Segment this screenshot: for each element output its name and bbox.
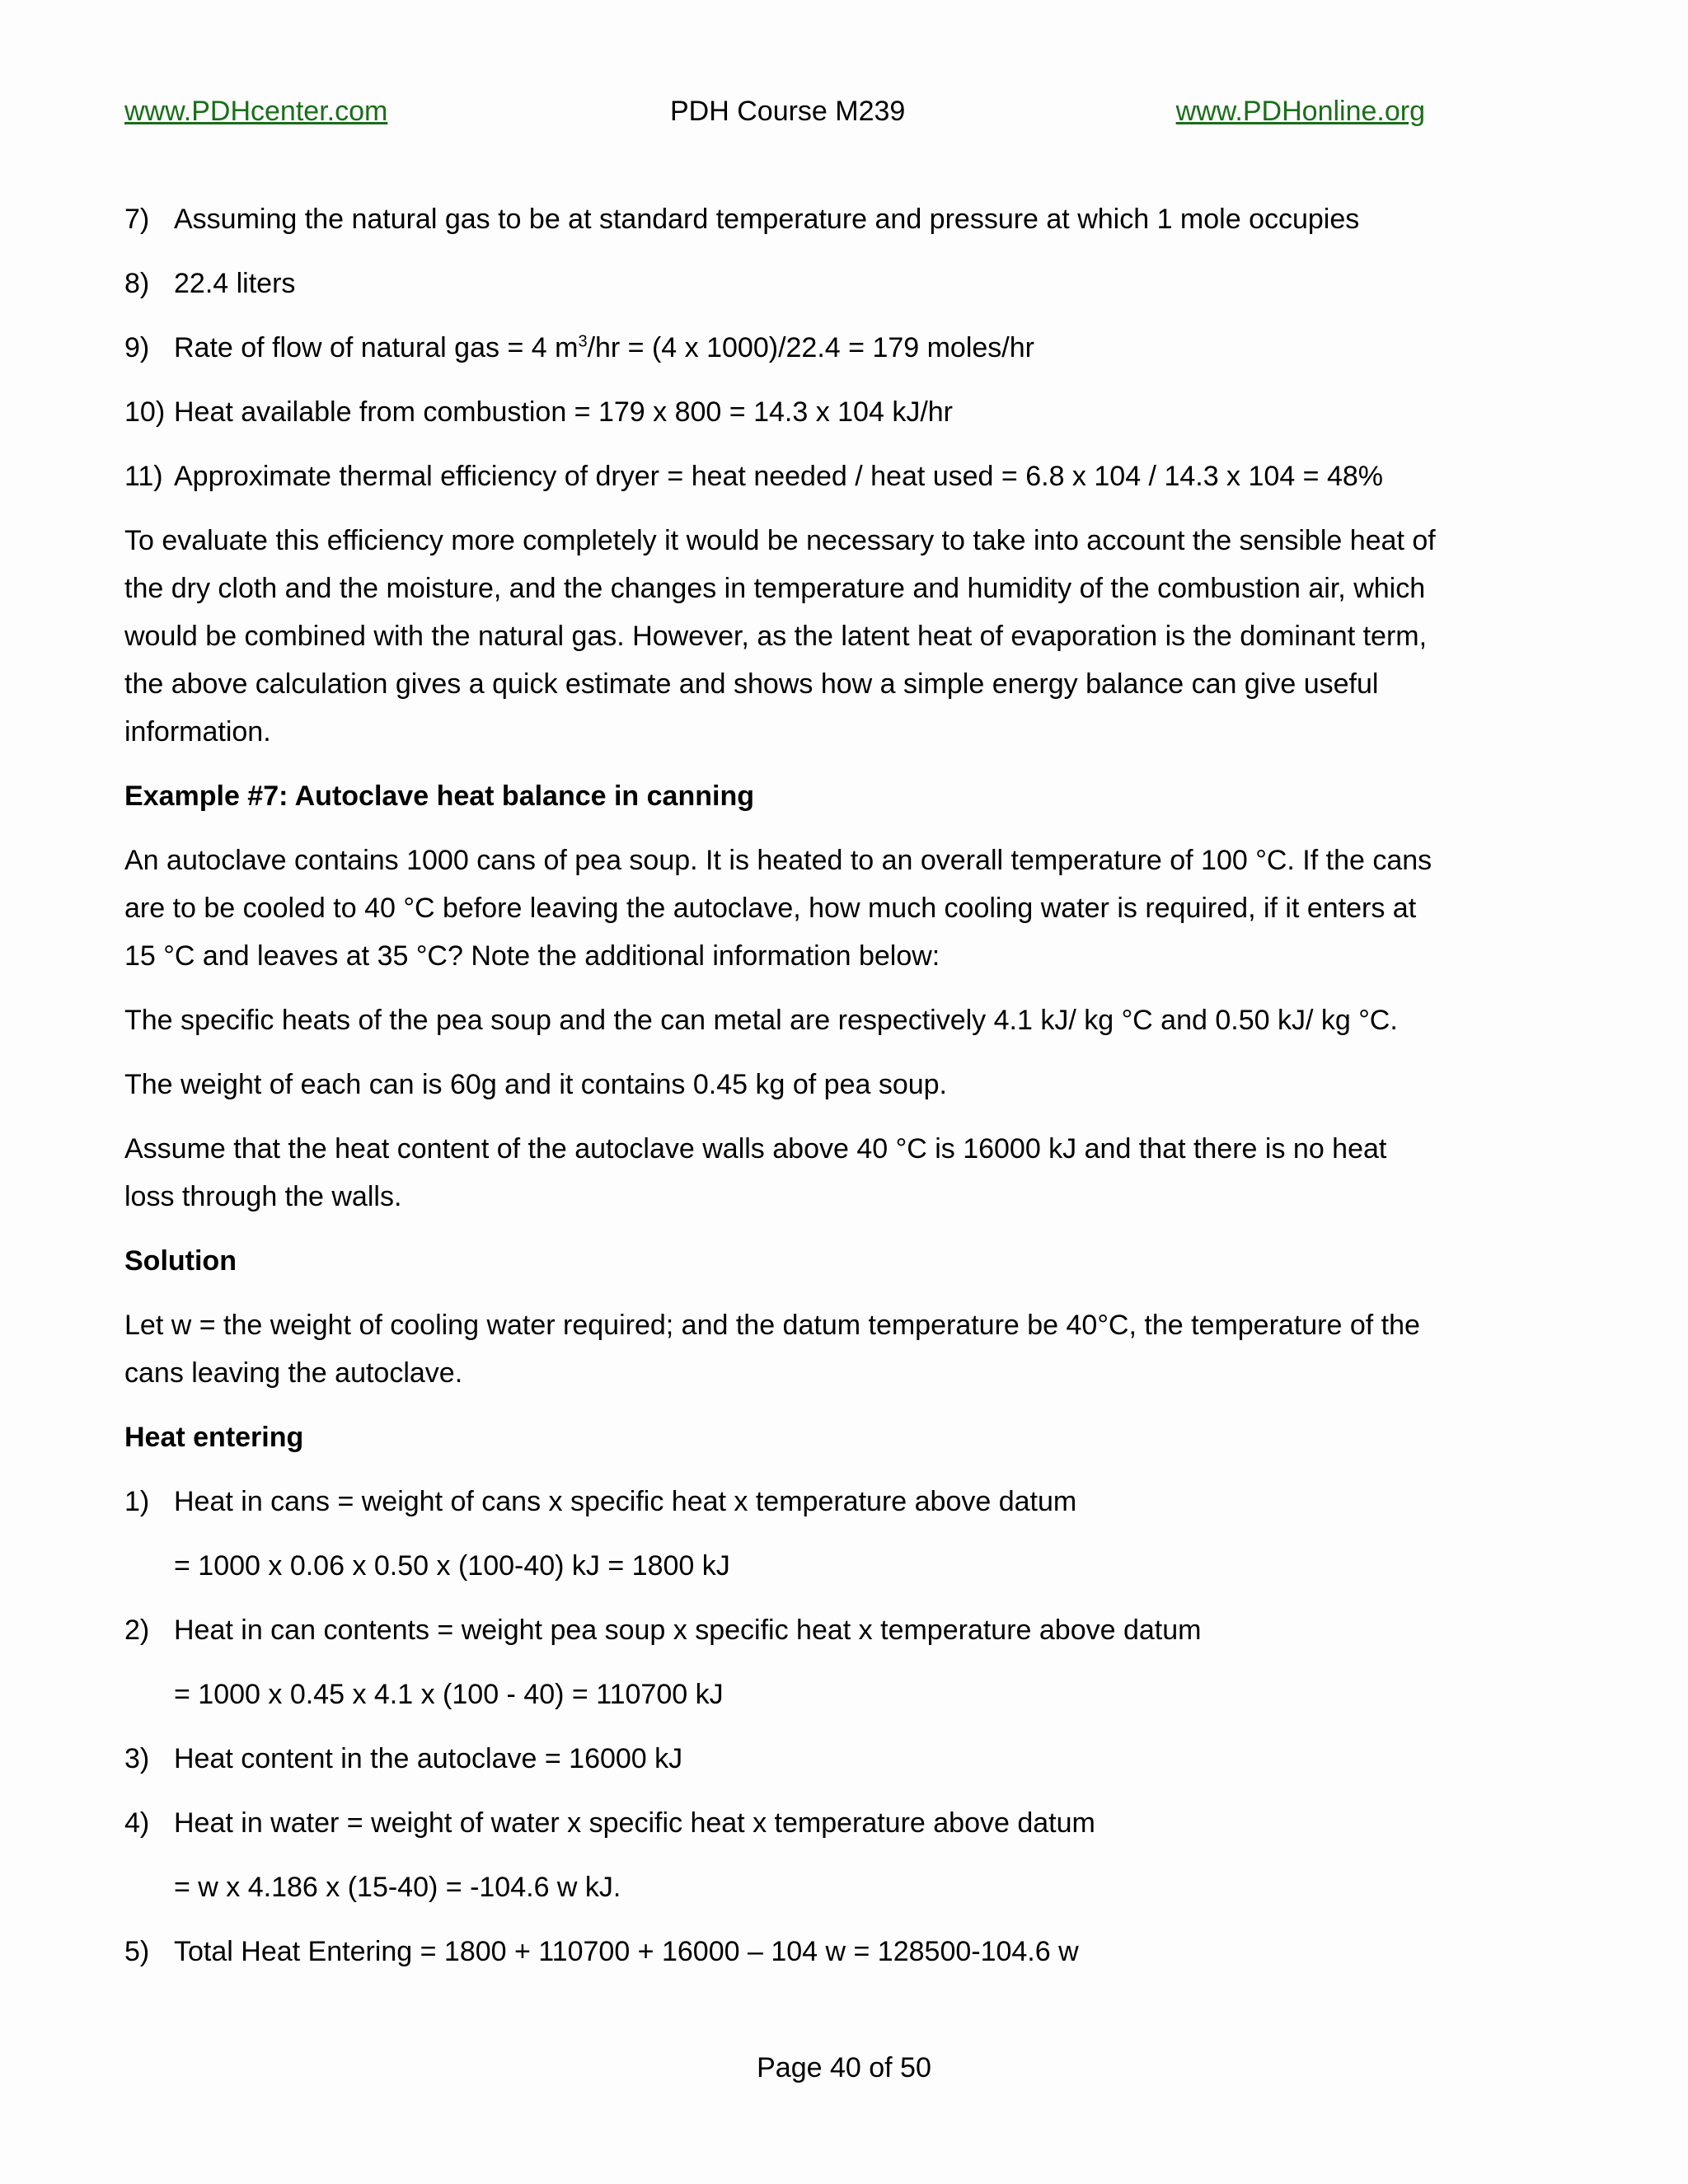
calculation-line: = 1000 x 0.06 x 0.50 x (100-40) kJ = 1800 kJ	[174, 1550, 730, 1582]
list-item	[124, 324, 1443, 372]
example-paragraph: The weight of each can is 60g and it contains 0.45 kg of pea soup.	[124, 1069, 948, 1100]
item-number: 5)	[124, 1936, 150, 1967]
item-number: 3)	[124, 1743, 150, 1774]
list-item	[124, 1735, 1443, 1783]
item-text-post: /hr = (4 x 1000)/22.4 = 179 moles/hr	[587, 332, 1034, 363]
calculation-line: = 1000 x 0.45 x 4.1 x (100 - 40) = 110700 kJ	[174, 1679, 724, 1710]
page-number: Page 40 of 50	[757, 2052, 931, 2083]
example-paragraph: The specific heats of the pea soup and the can metal are respectively 4.1 kJ/ kg °C and 0.50 kJ/ kg °C.	[124, 1005, 1398, 1036]
item-text: 22.4 liters	[174, 268, 296, 299]
course-title: PDH Course M239	[670, 96, 906, 127]
list-item	[124, 388, 1443, 436]
item-number: 11)	[124, 461, 163, 492]
page-content	[124, 195, 1443, 1992]
item-number: 10)	[124, 396, 166, 428]
solution-intro: Let w = the weight of cooling water required; and the datum temperature be 40°C, the temperature of the cans leaving the autoclave.	[124, 1310, 1420, 1389]
item-text: Heat content in the autoclave = 16000 kJ	[174, 1743, 683, 1774]
item-text-pre: Rate of flow of natural gas = 4 m	[174, 332, 579, 363]
pdhonline-link[interactable]: www.PDHonline.org	[1175, 96, 1425, 127]
list-item	[124, 195, 1443, 243]
list-item	[124, 1799, 1443, 1847]
item-text: Approximate thermal efficiency of dryer = heat needed / heat used = 6.8 x 104 / 14.3 x 104 = 48%	[174, 461, 1384, 492]
solution-heading: Solution	[124, 1245, 237, 1277]
item-text: Heat in water = weight of water x specific heat x temperature above datum	[174, 1807, 1095, 1839]
item-text	[174, 324, 1034, 372]
example-heading: Example #7: Autoclave heat balance in canning	[124, 780, 754, 812]
item-number: 4)	[124, 1807, 150, 1839]
item-text: Assuming the natural gas to be at standard temperature and pressure at which 1 mole occupies	[174, 204, 1360, 235]
example-paragraph: Assume that the heat content of the autoclave walls above 40 °C is 16000 kJ and that there is no heat loss through the walls.	[124, 1133, 1387, 1212]
pdhcenter-link[interactable]: www.PDHcenter.com	[124, 96, 388, 127]
item-number: 9)	[124, 332, 150, 363]
item-number: 8)	[124, 268, 150, 299]
list-item	[124, 452, 1443, 500]
item-number: 1)	[124, 1486, 150, 1517]
item-number: 2)	[124, 1615, 150, 1646]
list-item	[124, 1606, 1443, 1654]
superscript: 3	[578, 332, 588, 351]
item-text: Heat available from combustion = 179 x 800 = 14.3 x 104 kJ/hr	[174, 396, 953, 428]
heat-entering-heading: Heat entering	[124, 1422, 304, 1453]
item-text: Total Heat Entering = 1800 + 110700 + 16000 – 104 w = 128500-104.6 w	[174, 1936, 1079, 1967]
item-text: Heat in can contents = weight pea soup x specific heat x temperature above datum	[174, 1615, 1202, 1646]
list-item	[124, 260, 1443, 307]
calculation-line: = w x 4.186 x (15-40) = -104.6 w kJ.	[174, 1872, 621, 1903]
list-item	[124, 1478, 1443, 1526]
item-number: 7)	[124, 204, 150, 235]
list-item	[124, 1928, 1443, 1975]
efficiency-paragraph: To evaluate this efficiency more completely it would be necessary to take into account the sensible heat of the dry cloth and the moisture, and the changes in temperature and humidity of the combustion air, which would be combined with the natural gas. However, as the latent heat of evaporation is the dominant term, the above calculation gives a quick estimate and shows how a simple energy balance can give useful information.	[124, 525, 1436, 748]
example-paragraph: An autoclave contains 1000 cans of pea soup. It is heated to an overall temperature of 100 °C. If the cans are to be cooled to 40 °C before leaving the autoclave, how much cooling water is required, if it enters at 15 °C and leaves at 35 °C? Note the additional information below:	[124, 845, 1432, 972]
item-text: Heat in cans = weight of cans x specific heat x temperature above datum	[174, 1486, 1077, 1517]
page-header	[124, 96, 1425, 137]
